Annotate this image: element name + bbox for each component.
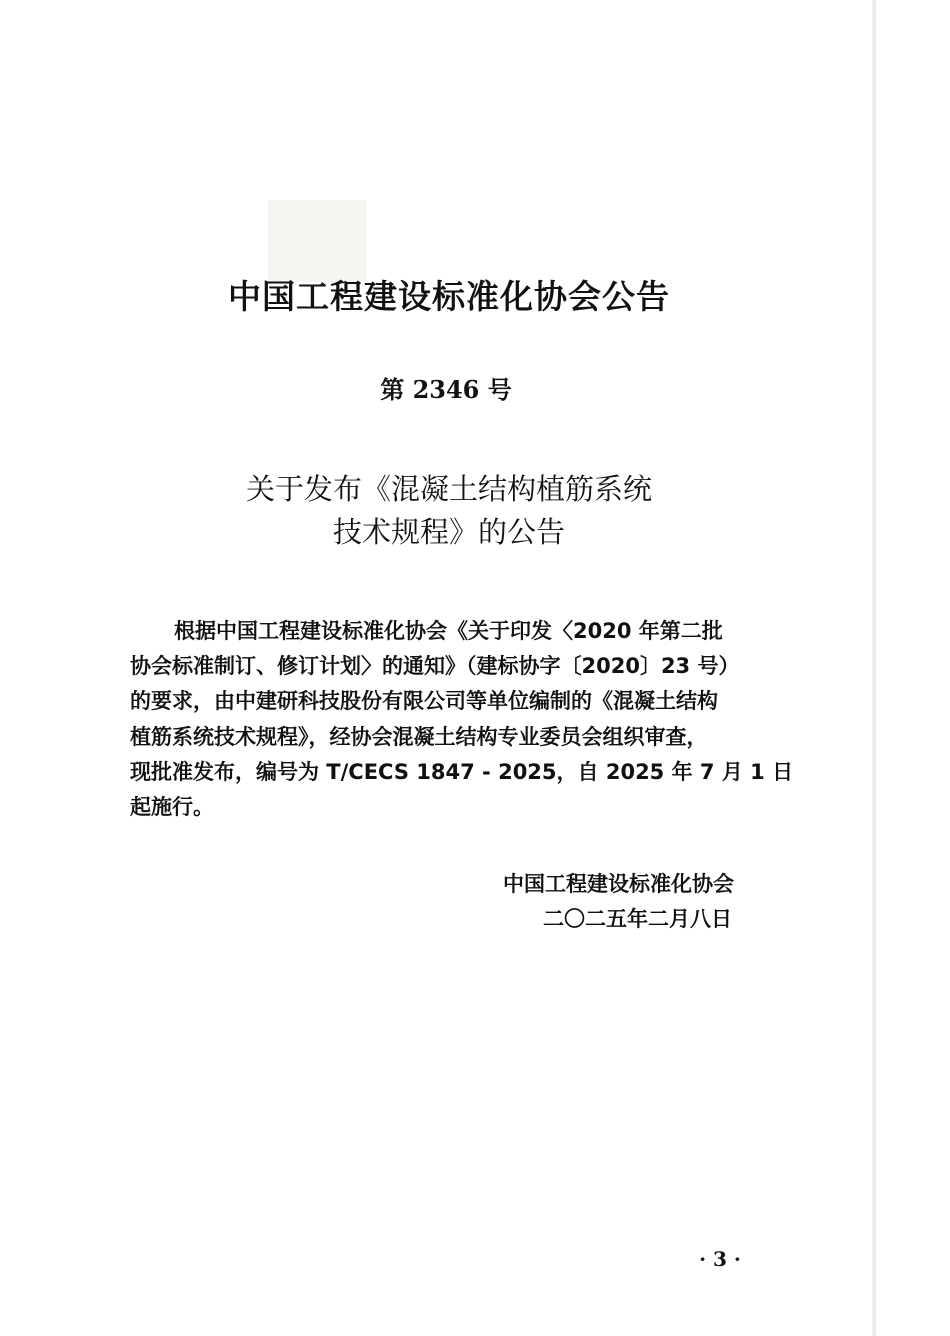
issue-date: 二〇二五年二月八日 <box>543 907 732 931</box>
body-line: 植筋系统技术规程》，经协会混凝土结构专业委员会组织审查， <box>130 724 708 749</box>
body-line: 起施行。 <box>130 795 214 820</box>
body-line: 现批准发布，编号为 T/CECS 1847 - 2025，自 2025 年 7 月 1 日 <box>130 759 794 784</box>
announcement-title: 中国工程建设标准化协会公告 <box>228 277 670 316</box>
page-number: · 3 · <box>699 1247 741 1271</box>
subject-line: 关于发布《混凝土结构植筋系统 <box>245 472 652 506</box>
page-edge-shadow <box>872 0 876 1336</box>
announcement-number: 第 2346 号 <box>380 375 512 404</box>
faint-stamp-mark <box>268 200 366 282</box>
announcement-body <box>130 614 794 825</box>
body-line: 协会标准制订、修订计划〉的通知》（建标协字〔2020〕23 号） <box>130 654 740 679</box>
announcement-subject <box>0 468 898 554</box>
issuer-name: 中国工程建设标准化协会 <box>503 872 734 896</box>
body-line: 根据中国工程建设标准化协会《关于印发〈2020 年第二批 <box>174 619 723 643</box>
subject-line: 技术规程》的公告 <box>332 515 565 549</box>
body-line: 的要求，由中建研科技股份有限公司等单位编制的《混凝土结构 <box>130 689 718 714</box>
